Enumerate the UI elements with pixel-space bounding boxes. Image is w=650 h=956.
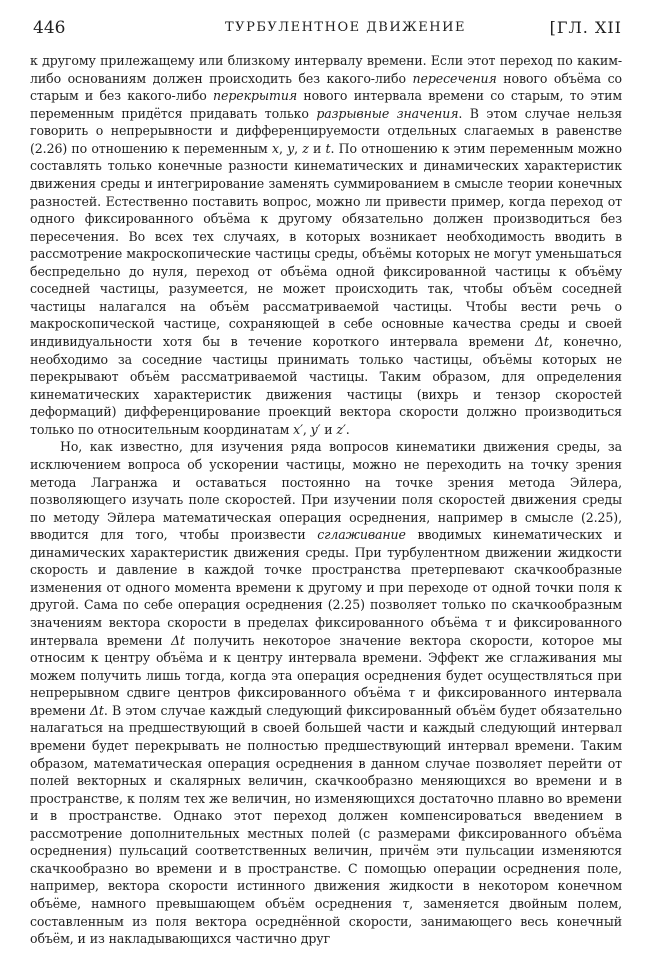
paragraph: к другому прилежащему или близкому интервалу времени. Если этот переход по каким-либо основаниям должен происходить без какого-либо пересечения нового объёма со старым и без какого-либо перекрытия нового интервала времени со старым, то этим переменным придётся придавать только разрывные значения. В этом случае нельзя говорить о непрерывности и дифференцируемости отдельных слагаемых в равенстве (2.26) по отношению к переменным x, y, z и t. По отношению к этим переменным можно составлять только конечные разности кинематических и динамических характеристик движения среды и интегрирование заменять суммированием в смысле теории конечных разностей. Естественно поставить вопрос, можно ли привести пример, когда переход от одного фиксированного объёма к другому обязательно должен производиться без пересечения. Во всех тех случаях, в которых возникает необходимость вводить в рассмотрение макроскопические частицы среды, объёмы которых не могут уменьшаться беспредельно до нуля, переход от объёма одной фиксированной частицы к объёму соседней частицы, разумеется, не может происходить так, чтобы объём соседней частицы налагался на объём рассматриваемой частицы. Чтобы вести речь о макроскопической частице, сохраняющей в себе основные качества среды и своей индивидуальности хотя бы в течение короткого интервала времени Δt, конечно, необходимо за соседние частицы принимать только частицы, объёмы которых не перекрывают объём рассматриваемой частицы. Таким образом, для определения кинематических характеристик движения частицы (вихрь и тензор скоростей деформаций) дифференцирование проекций вектора скорости должно производиться только по относительным координатам x′, y′ и z′. <box>30 53 623 437</box>
emphasis: разрывные значения <box>316 105 459 121</box>
math-variable: z′ <box>336 421 346 437</box>
emphasis: перекрытия <box>213 88 298 104</box>
page-header <box>30 14 622 42</box>
math-variable: y′ <box>310 421 321 437</box>
page-number: 446 <box>33 18 66 38</box>
math-variable: z <box>302 140 309 156</box>
math-variable: x′ <box>293 421 303 437</box>
math-variable: τ <box>402 896 410 911</box>
math-variable: x <box>271 140 279 156</box>
emphasis: пересечения <box>412 70 497 86</box>
body-text <box>30 52 622 948</box>
math-variable: τ <box>484 615 492 630</box>
emphasis: сглаживание <box>317 527 406 543</box>
math-variable: τ <box>408 685 415 701</box>
paragraph: Но, как известно, для изучения ряда вопросов кинематики движения среды, за исключением вопроса об ускорении частицы, можно не переходить на точку зрения метода Лагранжа и оставаться постоянно на точке зрения метода Эйлера, позволяющего изучать поле скоростей. При изучении поля скоростей движения среды по методу Эйлера математическая операция осреднения, например в смысле (2.25), вводится для того, чтобы произвести сглаживание вводимых кинематических и динамических характеристик движения среды. При турбулентном движении жидкости скорость и давление в каждой точке пространства претерпевают скачкообразные изменения от одного момента времени к другому и при переходе от одной точки поля к другой. Сама по себе операция осреднения (2.25) позволяет только по скачкообразным значениям вектора скорости в пределах фиксированного объёма τ и фиксированного интервала времени Δt получить некоторое значение вектора скорости, которое мы относим к центру объёма и к центру интервала времени. Эффект же сглаживания мы можем получить лишь тогда, когда эта операция осреднения будет осуществляться при непрерывном сдвиге центров фиксированного объёма τ и фиксированного интервала времени Δt. В этом случае каждый следующий фиксированный объём будет обязательно налагаться на предшествующий в своей большей части и каждый следующий интервал времени будет перекрывать не полностью предшествующий интервал времени. Таким образом, математическая операция осреднения в данном случае позволяет перейти от полей векторных и скалярных величин, скачкообразно меняющихся во времени и в пространстве, к полям тех же величин, но изменяющихся достаточно плавно во времени и в пространстве. Однако этот переход должен компенсироваться введением в рассмотрение дополнительных местных полей (с размерами фиксированного объёма осреднения) пульсаций соответственных величин, причём эти пульсации изменяются скачкообразно во времени и в пространстве. С помощью операции осреднения поле, например, вектора скорости истинного движения жидкости в некотором конечном объёме, намного превышающем объём осреднения τ, заменяется двойным полем, составленным из поля вектора осреднённой скорости, занимающего весь конечный объём, и из накладывающихся частично друг <box>30 439 623 947</box>
math-variable: Δt <box>89 702 104 718</box>
math-variable: y <box>287 140 295 156</box>
math-variable: Δt <box>534 334 549 349</box>
book-page <box>30 14 622 948</box>
running-title: ТУРБУЛЕНТНОЕ ДВИЖЕНИЕ <box>225 20 466 35</box>
chapter-label: [ГЛ. XII <box>549 18 622 37</box>
math-variable: Δt <box>171 632 185 648</box>
math-variable: t <box>325 140 331 156</box>
